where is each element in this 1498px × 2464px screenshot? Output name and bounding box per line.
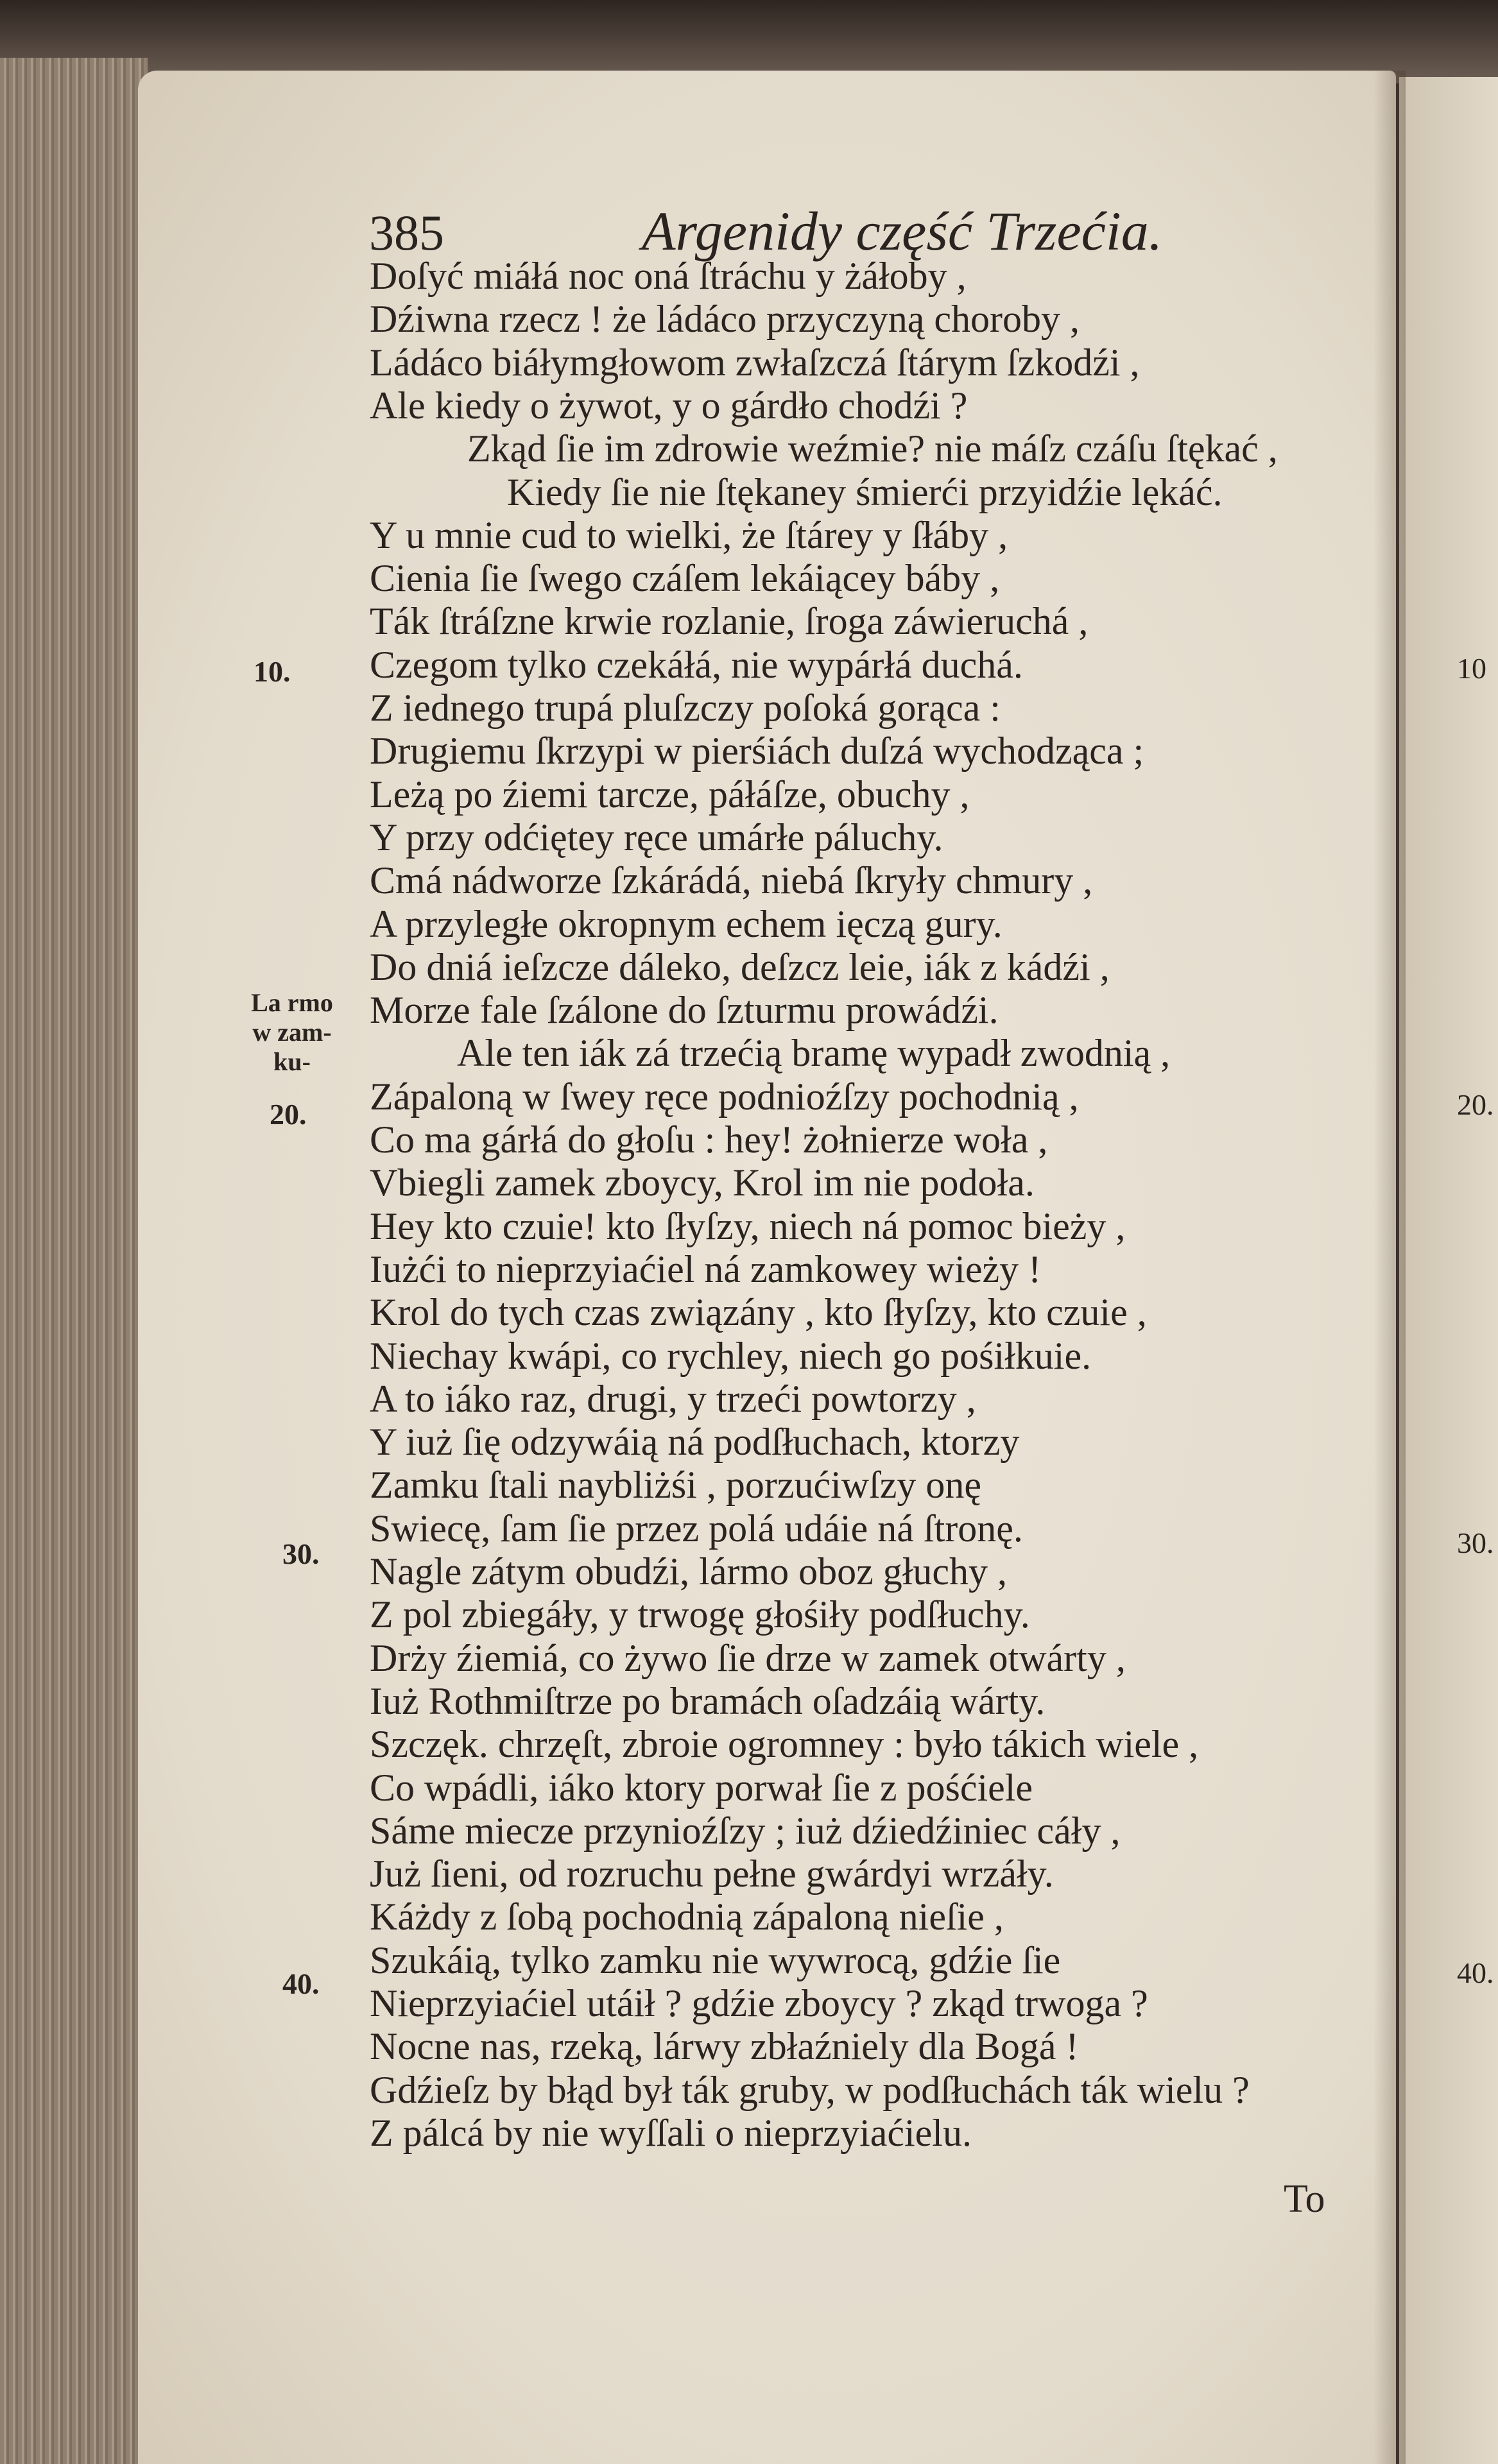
verse-line: Ale ten iák zá trzećią bramę wypadł zwodnią , <box>457 1032 1171 1075</box>
verse-line: Leżą po źiemi tarcze, páłáſze, obuchy , <box>370 773 970 816</box>
verse-line: Y iuż ſię odzywáią ná podſłuchach, ktorzy <box>370 1421 1020 1464</box>
verse-line: A to iáko raz, drugi, y trzeći powtorzy , <box>370 1377 976 1420</box>
verse-line: Sáme miecze przynioźſzy ; iuż dźiedźiniec cáły , <box>370 1809 1121 1852</box>
line-number: 30. <box>282 1537 320 1570</box>
page-number: 385 <box>369 205 444 261</box>
side-note-line: w zam- <box>252 1018 332 1047</box>
verse-line: Iużći to nieprzyiaćiel ná zamkowey wieży ! <box>370 1247 1042 1290</box>
verse-line: Krol do tych czas związány , kto ſłyſzy, kto czuie , <box>370 1291 1147 1334</box>
verse-line: Doſyć miáłá noc oná ſtráchu y żáłoby , <box>370 255 967 297</box>
verse-line: Czegom tylko czekáłá, nie wypárłá duchá. <box>370 643 1023 686</box>
verse-line: Nieprzyiaćiel utáił ? gdźie zboycy ? zkąd trwoga ? <box>370 1982 1148 2024</box>
line-number: 40. <box>282 1967 320 2000</box>
verse-line: A przyległe okropnym echem ięczą gury. <box>370 902 1003 945</box>
verse-line: Iuż Rothmiſtrze po bramách oſadzáią wárty. <box>370 1679 1046 1722</box>
facing-line-number: 40. <box>1457 1956 1494 1989</box>
verse-line: Nagle zátym obudźi, lármo oboz głuchy , <box>370 1550 1008 1593</box>
verse-line: Niechay kwápi, co rychley, niech go pośiłkuie. <box>370 1334 1092 1377</box>
verse-line: Co wpádli, iáko ktory porwał ſie z pośćiele <box>370 1766 1033 1809</box>
catchword: To <box>1284 2177 1325 2221</box>
verse-line: Zápaloną w ſwey ręce podnioźſzy pochodnią , <box>370 1075 1079 1118</box>
facing-line-number: 20. <box>1457 1088 1494 1121</box>
verse-line: Hey kto czuie! kto ſłyſzy, niech ná pomoc bieży , <box>370 1204 1126 1247</box>
verse-line: Szczęk. chrzęſt, zbroie ogromney : było tákich wiele , <box>370 1723 1199 1766</box>
verse-line: Drży źiemiá, co żywo ſie drze w zamek otwárty , <box>370 1636 1126 1679</box>
side-note-line: ku- <box>273 1047 311 1076</box>
verse-line: Gdźieſz by błąd był ták gruby, w podſłuchách ták wielu ? <box>370 2068 1250 2111</box>
verse-line: Dźiwna rzecz ! że ládáco przyczyną choroby , <box>370 298 1080 341</box>
facing-page-strip <box>1399 77 1498 2464</box>
facing-line-number: 10 <box>1457 652 1486 685</box>
verse-line: Szukáią, tylko zamku nie wywrocą, gdźie ſie <box>370 1938 1061 1981</box>
verse-line: Cmá nádworze ſzkárádá, niebá ſkryły chmury , <box>370 859 1093 902</box>
side-note <box>244 988 340 1077</box>
verse-line: Już ſieni, od rozruchu pełne gwárdyi wrzáły. <box>370 1852 1054 1895</box>
verse-line: Morze fale ſzálone do ſzturmu prowádźi. <box>370 989 999 1032</box>
gutter-shadow <box>1373 71 1406 2464</box>
verse-line: Z pol zbiegáły, y trwogę głośiły podſłuchy. <box>370 1593 1030 1636</box>
line-number: 10. <box>254 655 291 688</box>
verse-line: Ale kiedy o żywot, y o gárdło chodźi ? <box>370 384 968 427</box>
verse-line: Ládáco biáłymgłowom zwłaſzczá ſtárym ſzkodźi , <box>370 341 1140 384</box>
verse-line: Swiecę, ſam ſie przez polá udáie ná ſtronę. <box>370 1507 1023 1550</box>
verse-line: Zamku ſtali naybliżśi , porzućiwſzy onę <box>370 1464 982 1507</box>
side-note-line: La rmo <box>251 988 333 1017</box>
verse-line: Y u mnie cud to wielki, że ſtárey y ſłáby , <box>370 513 1008 556</box>
verse-line: Kiedy ſie nie ſtękaney śmierći przyidźie lękáć. <box>507 470 1223 513</box>
verse-line: Z iednego trupá pluſzczy poſoká gorąca : <box>370 687 1001 729</box>
facing-line-number: 30. <box>1457 1527 1494 1559</box>
verse-line: Y przy odćiętey ręce umárłe páluchy. <box>370 816 943 859</box>
running-title: Argenidy część Trzećia. <box>642 200 1163 262</box>
verse-line: Vbiegli zamek zboycy, Krol im nie podoła. <box>370 1161 1035 1204</box>
verse-line: Nocne nas, rzeką, lárwy zbłaźniely dla Bogá ! <box>370 2025 1079 2068</box>
verse-line: Zkąd ſie im zdrowie weźmie? nie máſz czáſu ſtękać , <box>467 427 1278 470</box>
verse-line: Do dniá ieſzcze dáleko, deſzcz leie, iák z kádźi , <box>370 945 1110 988</box>
verse-line: Ták ſtráſzne krwie rozlanie, ſroga záwieruchá , <box>370 600 1089 643</box>
verse-line: Co ma gárłá do głoſu : hey! żołnierze woła , <box>370 1118 1048 1161</box>
line-number: 20. <box>270 1098 307 1131</box>
verse-line: Z pálcá by nie wyſſali o nieprzyiaćielu. <box>370 2111 972 2154</box>
verse-line: Cienia ſie ſwego czáſem lekáiącey báby , <box>370 557 1000 600</box>
page-stack-edge <box>0 58 148 2464</box>
verse-line: Káżdy z ſobą pochodnią zápaloną nieſie , <box>370 1895 1004 1938</box>
verse-line: Drugiemu ſkrzypi w pierśiách duſzá wychodząca ; <box>370 730 1144 773</box>
